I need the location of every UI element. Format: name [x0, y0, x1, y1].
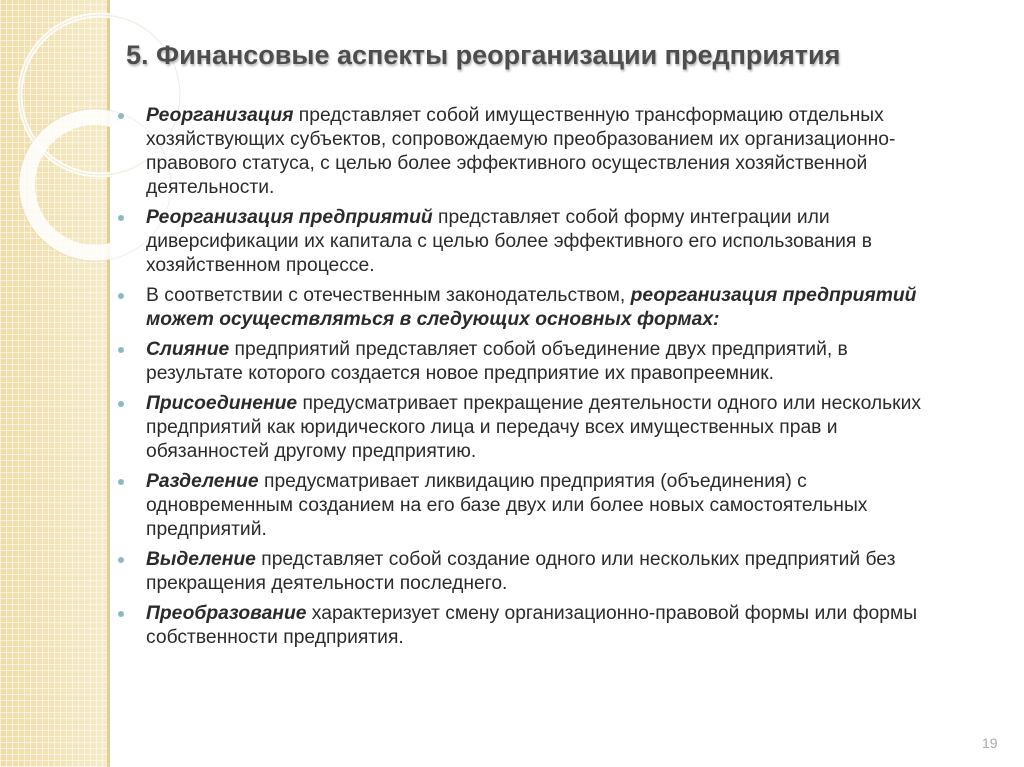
bullet-icon — [118, 401, 124, 407]
bullet-item — [116, 284, 946, 332]
bullet-term: Реорганизация — [146, 105, 294, 126]
bullet-text: предусматривает прекращение деятельности одного или нескольких предприятий как юридического лица и передачу всех имущественных прав и обязанностей другому предприятию. — [146, 393, 922, 462]
bullet-term: Слияние — [146, 339, 230, 360]
bullet-item — [116, 602, 946, 650]
bullet-text: предприятий представляет собой объединение двух предприятий, в результате которого создается новое предприятие их правопреемник. — [146, 339, 848, 384]
bullet-list — [116, 104, 946, 656]
bullet-icon — [118, 113, 124, 119]
bullet-term: Преобразование — [146, 603, 307, 624]
bullet-text: характеризует смену организационно-правовой формы или формы собственности предприятия. — [146, 603, 918, 648]
bullet-term: Выделение — [146, 549, 256, 570]
slide-title: 5. Финансовые аспекты реорганизации предприятия — [126, 40, 841, 70]
bullet-icon — [118, 479, 124, 485]
bullet-icon — [118, 347, 124, 353]
bullet-text: предусматривает ликвидацию предприятия (объединения) с одновременным созданием на его базе двух или более новых самостоятельных предприятий. — [146, 471, 868, 540]
bullet-text: представляет собой имущественную трансформацию отдельных хозяйствующих субъектов, сопровождаемую преобразованием их организационно-правового статуса, с целью более эффективного осуществления хозяйственной деятельности. — [146, 105, 896, 198]
bullet-text: представляет собой создание одного или нескольких предприятий без прекращения деятельности последнего. — [146, 549, 896, 594]
bullet-item — [116, 470, 946, 542]
bullet-item — [116, 338, 946, 386]
bullet-item — [116, 104, 946, 200]
bullet-icon — [118, 293, 124, 299]
bullet-lead-text: В соответствии с отечественным законодательством, — [146, 285, 631, 306]
bullet-icon — [118, 215, 124, 221]
bullet-term: Реорганизация предприятий — [146, 207, 433, 228]
bullet-text: представляет собой форму интеграции или диверсификации их капитала с целью более эффективного его использования в хозяйственном процессе. — [146, 207, 872, 276]
bullet-term: Разделение — [146, 471, 259, 492]
bullet-term: Присоединение — [146, 393, 298, 414]
bullet-term: реорганизация предприятий может осуществляться в следующих основных формах: — [146, 285, 917, 330]
bullet-icon — [118, 611, 124, 617]
bullet-icon — [118, 557, 124, 563]
bullet-item — [116, 392, 946, 464]
bullet-item — [116, 206, 946, 278]
page-number: 19 — [982, 735, 998, 751]
bullet-item — [116, 548, 946, 596]
